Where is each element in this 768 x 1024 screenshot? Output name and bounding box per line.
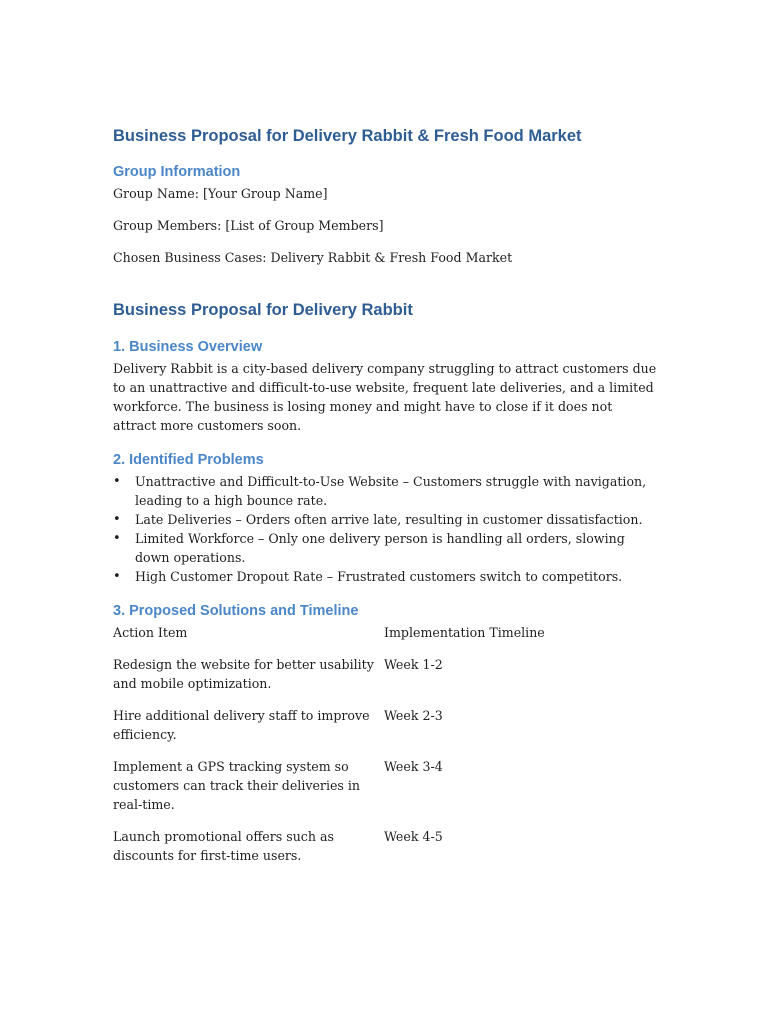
problem-text: Late Deliveries – Orders often arrive late, resulting in customer dissatisfaction.: [135, 512, 643, 527]
timeline-cell: Week 2-3: [384, 708, 443, 723]
bullet-icon: •: [113, 569, 121, 584]
list-item: [113, 472, 658, 510]
action-cell: Hire additional delivery staff to improve efficiency.: [113, 708, 370, 742]
problems-list: [113, 472, 658, 586]
timeline-cell: Week 4-5: [384, 829, 443, 844]
list-item: [113, 510, 658, 529]
action-cell: Redesign the website for better usability and mobile optimization.: [113, 657, 374, 691]
action-cell: Launch promotional offers such as discounts for first-time users.: [113, 829, 334, 863]
problem-text: Limited Workforce – Only one delivery person is handling all orders, slowing down operations.: [135, 531, 625, 565]
timeline-cell: Week 3-4: [384, 759, 443, 774]
document-title: Business Proposal for Delivery Rabbit & Fresh Food Market: [113, 127, 582, 145]
group-name-text: Group Name: [Your Group Name]: [113, 186, 328, 201]
overview-paragraph: Delivery Rabbit is a city-based delivery company struggling to attract customers due to an unattractive and difficult-to-use website, frequent late deliveries, and a limited workforce. The business is losing money and might have to close if it does not attract more customers soon.: [113, 361, 657, 433]
group-info-heading: Group Information: [113, 164, 241, 180]
table-header-row: [113, 623, 658, 642]
problems-heading: 2. Identified Problems: [113, 452, 264, 468]
column-header-timeline: Implementation Timeline: [384, 625, 545, 640]
problem-text: Unattractive and Difficult-to-Use Website – Customers struggle with navigation, leading to a high bounce rate.: [135, 474, 647, 508]
table-row: [113, 757, 658, 814]
overview-heading: 1. Business Overview: [113, 339, 263, 355]
table-row: [113, 655, 658, 693]
column-header-action: Action Item: [113, 625, 188, 640]
solutions-heading: 3. Proposed Solutions and Timeline: [113, 603, 359, 619]
table-row: [113, 706, 658, 744]
bullet-icon: •: [113, 474, 121, 489]
list-item: [113, 567, 658, 586]
bullet-icon: •: [113, 512, 121, 527]
timeline-cell: Week 1-2: [384, 657, 443, 672]
chosen-cases-text: Chosen Business Cases: Delivery Rabbit & Fresh Food Market: [113, 250, 513, 265]
group-members-text: Group Members: [List of Group Members]: [113, 218, 384, 233]
problem-text: High Customer Dropout Rate – Frustrated customers switch to competitors.: [135, 569, 623, 584]
document-body: [113, 124, 658, 878]
bullet-icon: •: [113, 531, 121, 546]
action-cell: Implement a GPS tracking system so customers can track their deliveries in real-time.: [113, 759, 361, 812]
rabbit-proposal-title: Business Proposal for Delivery Rabbit: [113, 301, 413, 319]
table-row: [113, 827, 658, 865]
list-item: [113, 529, 658, 567]
solutions-table: [113, 623, 658, 865]
